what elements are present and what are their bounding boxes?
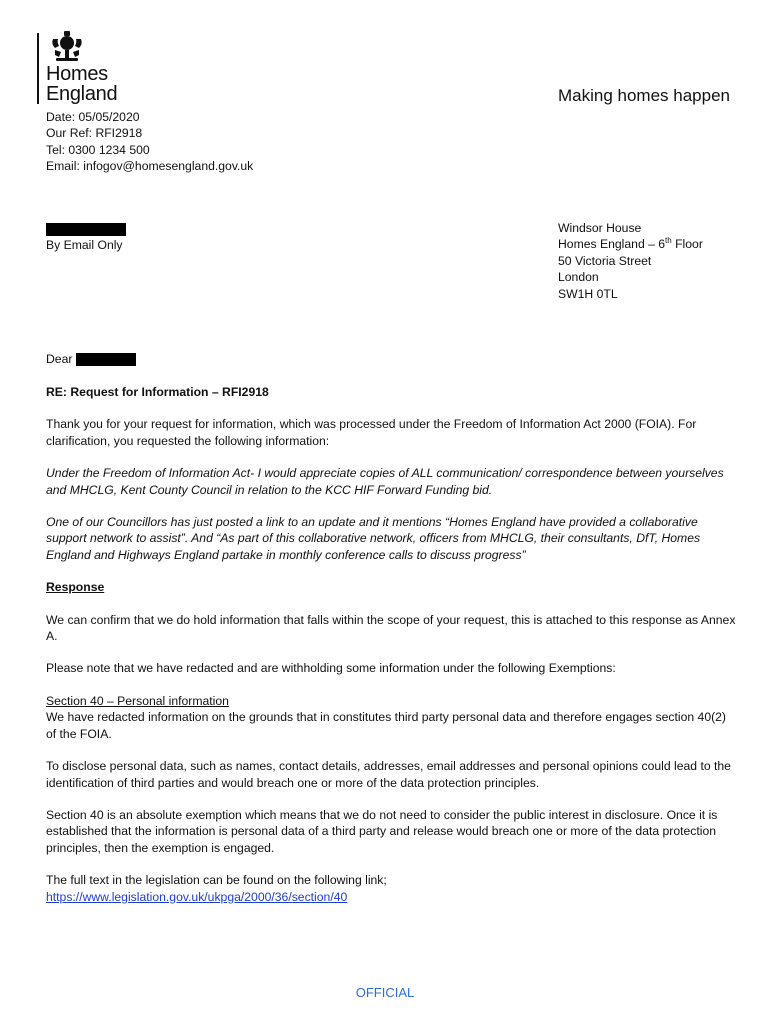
legislation-link[interactable]: https://www.legislation.gov.uk/ukpga/2000/36/section/40 [46, 889, 348, 904]
address-line: SW1H 0TL [558, 286, 618, 301]
salutation: Dear [46, 352, 73, 366]
classification-footer: OFFICIAL [355, 985, 415, 1000]
tagline: Making homes happen [558, 86, 731, 105]
section-40-paragraph-2: To disclose personal data, such as names, contact details, addresses, email addresses and personal opinions could lead to the identification of third parties and would breach one or more of the data protection principles. [46, 759, 731, 790]
section-40-paragraph-1: We have redacted information on the grounds that in constitutes third party personal data and therefore engages section 40(2) of the FOIA. [46, 710, 726, 741]
intro-paragraph: Thank you for your request for information, which was processed under the Freedom of Information Act 2000 (FOIA). For clarification, you requested the following information: [46, 417, 697, 448]
response-heading: Response [46, 580, 105, 595]
request-quote-2: One of our Councillors has just posted a link to an update and it mentions “Homes England have provided a collaborative support network to assist”. And “As part of this collaborative network, officers from MHCLG, their consultants, DfT, Homes England and Highways England partake in monthly conference calls to discuss progress” [46, 515, 701, 562]
redacted-recipient-name [46, 223, 126, 236]
legislation-text: The full text in the legislation can be found on the following link; [46, 873, 387, 888]
meta-tel: Tel: 0300 1234 500 [46, 142, 150, 157]
address-line: Windsor House [558, 221, 642, 235]
brand-logo-text: Homes England [46, 63, 118, 105]
logo-divider [37, 33, 39, 104]
response-paragraph-2: Please note that we have redacted and are withholding some information under the following Exemptions: [46, 661, 616, 676]
redacted-salutation-name [76, 353, 136, 366]
meta-ref: Our Ref: RFI2918 [46, 126, 143, 141]
delivery-method: By Email Only [46, 238, 123, 252]
letter-body [46, 384, 736, 905]
address-line: London [558, 270, 599, 285]
response-paragraph-1: We can confirm that we do hold information that falls within the scope of your request, this is attached to this response as Annex A. [46, 612, 736, 644]
address-line: 50 Victoria Street [558, 253, 652, 268]
meta-email: Email: infogov@homesengland.gov.uk [46, 159, 254, 174]
letter-meta [46, 109, 253, 175]
sender-address [558, 220, 703, 302]
meta-date: Date: 05/05/2020 [46, 110, 140, 124]
address-line: Homes England – 6th Floor [558, 236, 703, 252]
request-quote-1: Under the Freedom of Information Act- I would appreciate copies of ALL communication/ correspondence between yourselves and MHCLG, Kent County Council in relation to the KCC HIF Forward Funding bid. [46, 466, 724, 497]
section-40-paragraph-3: Section 40 is an absolute exemption which means that we do not need to consider the public interest in disclosure. Once it is established that the information is personal data of a third party and release would breach one or more of the data protection principles, then the exemption is engaged. [46, 807, 718, 855]
section-40-heading: Section 40 – Personal information [46, 693, 229, 708]
royal-crest-icon [49, 30, 85, 64]
letter-subject: RE: Request for Information – RFI2918 [46, 385, 269, 399]
